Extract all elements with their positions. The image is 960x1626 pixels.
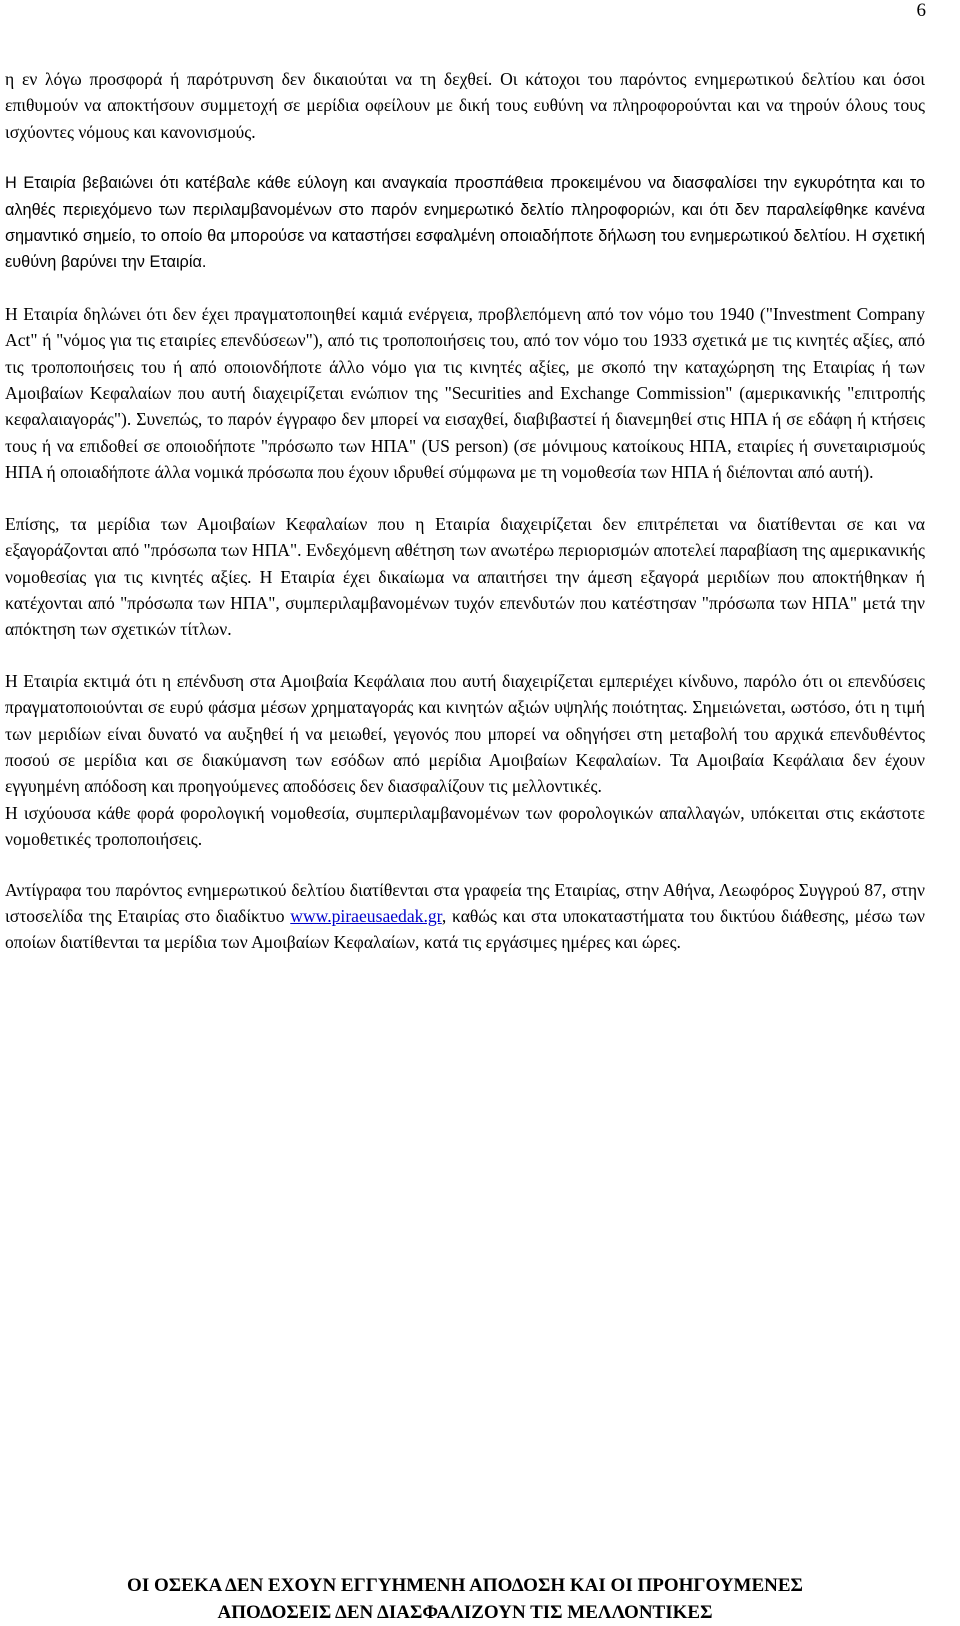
- footer-disclaimer: [0, 1572, 930, 1626]
- page-number: 6: [916, 0, 926, 21]
- paragraph-tax-legislation: Η ισχύουσα κάθε φορά φορολογική νομοθεσία, συμπεριλαμβανομένων των φορολογικών απαλλαγών, υπόκειται στις εκάστοτε νομοθετικές τροποποιήσεις.: [5, 802, 925, 850]
- paragraph-offer-notice: η εν λόγω προσφορά ή παρότρυνση δεν δικαιούται να τη δεχθεί. Οι κάτοχοι του παρόντος ενημερωτικού δελτίου και όσοι επιθυμούν να αποκτήσουν συμμετοχή σε μερίδια οφείλουν με δική τους ευθύνη να πληροφορούνται και να τηρούν όλους τους ισχύοντες νόμους και κανονισμούς.: [5, 69, 925, 142]
- document-body: [5, 66, 925, 956]
- paragraph-us-registration: Η Εταιρία δηλώνει ότι δεν έχει πραγματοποιηθεί καμιά ενέργεια, προβλεπόμενη από τον νόμο του 1940 ("Investment Company Act" ή "νόμος για τις εταιρίες επενδύσεων"), από τις τροποποιήσεις του, από τον νόμο του 1933 σχετικά με τις κινητές αξίες, από τις τροποποιήσεις του ή από οποιονδήποτε άλλο νόμο για τις κινητές αξίες, με σκοπό την καταχώρηση της Εταιρίας ή των Αμοιβαίων Κεφαλαίων που αυτή διαχειρίζεται ενώπιον της "Securities and Exchange Commission" (αμερικανικής "επιτροπής κεφαλαιαγοράς"). Συνεπώς, το παρόν έγγραφο δεν μπορεί να εισαχθεί, διαβιβαστεί ή διανεμηθεί στις ΗΠΑ ή σε εδάφη ή κτήσεις τους ή να επιδοθεί σε οποιοδήποτε "πρόσωπο των ΗΠΑ" (US person) (σε μόνιμους κατοίκους ΗΠΑ, εταιρίες ή συνεταιρισμούς ΗΠΑ ή οποιαδήποτε άλλα νομικά πρόσωπα που έχουν ιδρυθεί σύμφωνα με τη νομοθεσία των ΗΠΑ ή διέπονται από αυτή).: [5, 303, 925, 483]
- copies-text-end: , καθώς και στα υποκαταστήματα του δικτύου διάθεσης, μέσω των οποίων διατίθενται τα μερίδια των Αμοιβαίων Κεφαλαίων, κατά τις εργάσιμες ημέρες και ώρες.: [5, 905, 925, 953]
- paragraph-investment-risk: Η Εταιρία εκτιμά ότι η επένδυση στα Αμοιβαία Κεφάλαια που αυτή διαχειρίζεται εμπεριέχει κίνδυνο, παρόλο ότι οι επενδύσεις πραγματοποιούνται σε ευρύ φάσμα μέσων χρηματαγοράς και κινητών αξιών υψηλής ποιότητας. Σημειώνεται, ωστόσο, ότι η τιμή των μεριδίων είναι δυνατό να αυξηθεί ή να μειωθεί, γεγονός που μπορεί να οδηγήσει στη μεταβολή του αρχικά επενδυθέντος ποσού σε μερίδια και σε διακύμανση των εσόδων από μερίδια Αμοιβαίων Κεφαλαίων. Τα Αμοιβαία Κεφάλαια δεν έχουν εγγυημένη απόδοση και προηγούμενες αποδόσεις δεν διασφαλίζουν τις μελλοντικές.: [5, 670, 925, 797]
- footer-line-2: ΑΠΟΔΟΣΕΙΣ ΔΕΝ ΔΙΑΣΦΑΛΙΖΟΥΝ ΤΙΣ ΜΕΛΛΟΝΤΙΚΕΣ: [217, 1602, 713, 1623]
- paragraph-us-persons: Επίσης, τα μερίδια των Αμοιβαίων Κεφαλαίων που η Εταιρία διαχειρίζεται δεν επιτρέπεται να διατίθενται σε και να εξαγοράζονται από "πρόσωπα των ΗΠΑ". Ενδεχόμενη αθέτηση των ανωτέρω περιορισμών αποτελεί παραβίαση της αμερικανικής νομοθεσίας για τις κινητές αξίες. Η Εταιρία έχει δικαίωμα να απαιτήσει την άμεση εξαγορά μεριδίων που αποκτήθηκαν ή κατέχονται από "πρόσωπα των ΗΠΑ", συμπεριλαμβανομένων τυχόν επενδυτών που κατέστησαν "πρόσωπα των ΗΠΑ" μετά την απόκτηση των σχετικών τίτλων.: [5, 513, 925, 640]
- paragraph-company-assurance: Η Εταιρία βεβαιώνει ότι κατέβαλε κάθε εύλογη και αναγκαία προσπάθεια προκειμένου να διασφαλίσει την εγκυρότητα και το αληθές περιεχόμενο των περιλαμβανομένων στο παρόν ενημερωτικό δελτίο πληροφοριών, και ότι δεν παραλείφθηκε κανένα σημαντικό σημείο, το οποίο θα μπορούσε να καταστήσει εσφαλμένη οποιαδήποτε δήλωση του ενημερωτικού δελτίου. Η σχετική ευθύνη βαρύνει την Εταιρία.: [5, 174, 925, 272]
- website-link[interactable]: www.piraeusaedak.gr: [290, 905, 442, 926]
- footer-line-1: ΟΙ ΟΣΕΚΑ ΔΕΝ ΕΧΟΥΝ ΕΓΓΥΗΜΕΝΗ ΑΠΟΔΟΣΗ ΚΑΙ ΟΙ ΠΡΟΗΓΟΥΜΕΝΕΣ: [127, 1575, 803, 1596]
- copies-text-start: Αντίγραφα του παρόντος ενημερωτικού δελτίου διατίθενται στα γραφεία της Εταιρίας, στην Αθήνα, Λεωφόρος Συγγρού 87, στην ιστοσελίδα της Εταιρίας στο διαδίκτυο: [5, 879, 925, 926]
- paragraph-copies-availability: [5, 877, 925, 956]
